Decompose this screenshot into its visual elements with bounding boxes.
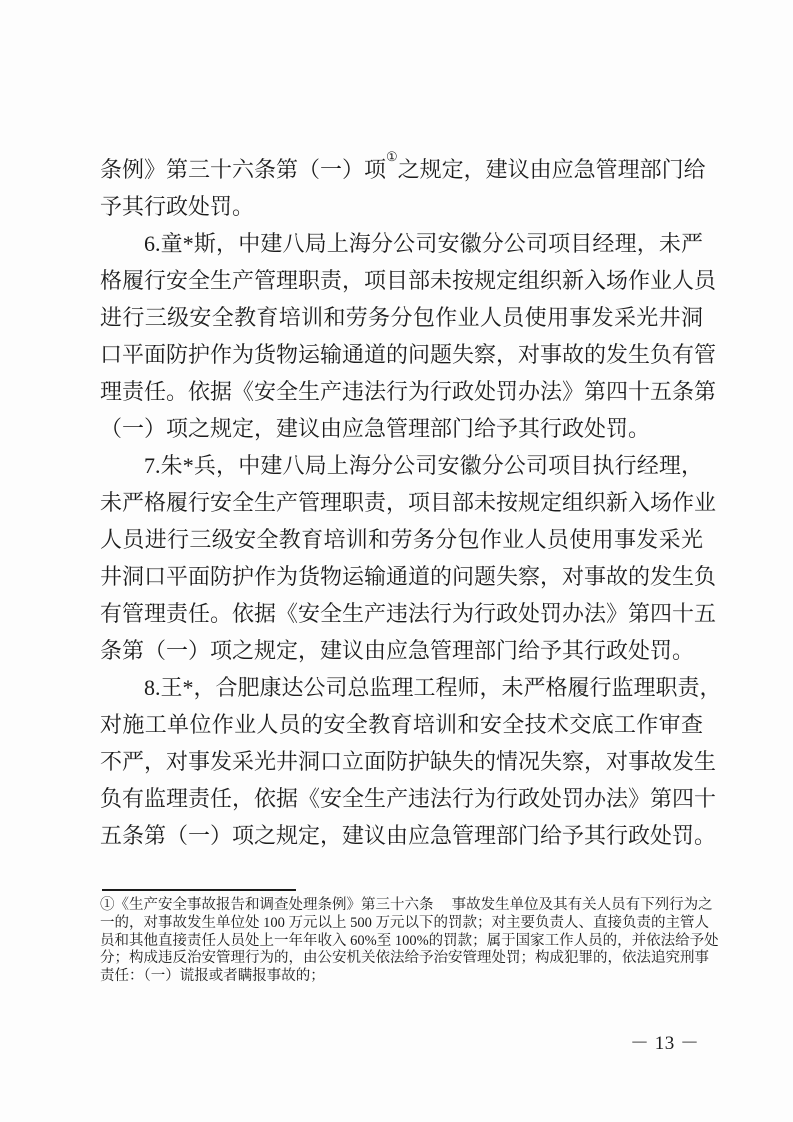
body-line: 未严格履行安全生产管理职责，项目部未按规定组织新入场作业 bbox=[100, 490, 717, 515]
body-line: （一）项之规定，建议由应急管理部门给予其行政处罚。 bbox=[100, 416, 651, 441]
body-line: 井洞口平面防护作为货物运输通道的问题失察，对事故的发生负 bbox=[100, 564, 717, 589]
body-line: 7.朱*兵，中建八局上海分公司安徽分公司项目执行经理， bbox=[144, 453, 703, 478]
body-line: 不严，对事发采光井洞口立面防护缺失的情况失察，对事故发生 bbox=[100, 749, 717, 774]
body-line: 理责任。依据《安全生产违法行为行政处罚办法》第四十五条第 bbox=[100, 379, 717, 404]
footnote-line: 分；构成违反治安管理行为的，由公安机关依法给予治安管理处罚；构成犯罪的，依法追究刑事 bbox=[100, 950, 709, 967]
body-line: 予其行政处罚。 bbox=[100, 194, 255, 219]
footnote-separator bbox=[102, 889, 296, 891]
body-line: 条第（一）项之规定，建议由应急管理部门给予其行政处罚。 bbox=[100, 638, 695, 663]
body-line: 8.王*，合肥康达公司总监理工程师，未严格履行监理职责， bbox=[144, 675, 722, 700]
footnote-line: 员和其他直接责任人员处上一年年收入 60%至 100%的罚款；属于国家工作人员的，并依法给予处 bbox=[100, 932, 719, 949]
body-line: 6.童*斯，中建八局上海分公司安徽分公司项目经理，未严 bbox=[144, 231, 703, 256]
footnote-line: ①《生产安全事故报告和调查处理条例》第三十六条 事故发生单位及其有关人员有下列行为之 bbox=[100, 897, 713, 913]
page-number: － 13 － bbox=[630, 1033, 700, 1054]
body-line: 格履行安全生产管理职责，项目部未按规定组织新入场作业人员 bbox=[100, 268, 717, 293]
footnote bbox=[100, 897, 719, 986]
body-line: 条例》第三十六条第（一）项①之规定，建议由应急管理部门给 bbox=[100, 148, 706, 182]
footnote-ref-marker: ① bbox=[386, 148, 398, 164]
footnote-line: 责任：（一）谎报或者瞒报事故的； bbox=[100, 968, 325, 985]
body-line: 人员进行三级安全教育培训和劳务分包作业人员使用事发采光 bbox=[100, 527, 703, 552]
body-line: 有管理责任。依据《安全生产违法行为行政处罚办法》第四十五 bbox=[100, 601, 717, 626]
body-line: 负有监理责任，依据《安全生产违法行为行政处罚办法》第四十 bbox=[100, 786, 717, 811]
body-text bbox=[100, 148, 722, 854]
body-line: 口平面防护作为货物运输通道的问题失察，对事故的发生负有管 bbox=[100, 342, 717, 367]
body-line: 进行三级安全教育培训和劳务分包作业人员使用事发采光井洞 bbox=[100, 305, 703, 330]
body-line: 对施工单位作业人员的安全教育培训和安全技术交底工作审查 bbox=[100, 712, 703, 737]
footnote-line: 一的，对事故发生单位处 100 万元以上 500 万元以下的罚款；对主要负责人、直接负责的主管人 bbox=[100, 914, 709, 931]
body-line: 五条第（一）项之规定，建议由应急管理部门给予其行政处罚。 bbox=[100, 823, 717, 848]
